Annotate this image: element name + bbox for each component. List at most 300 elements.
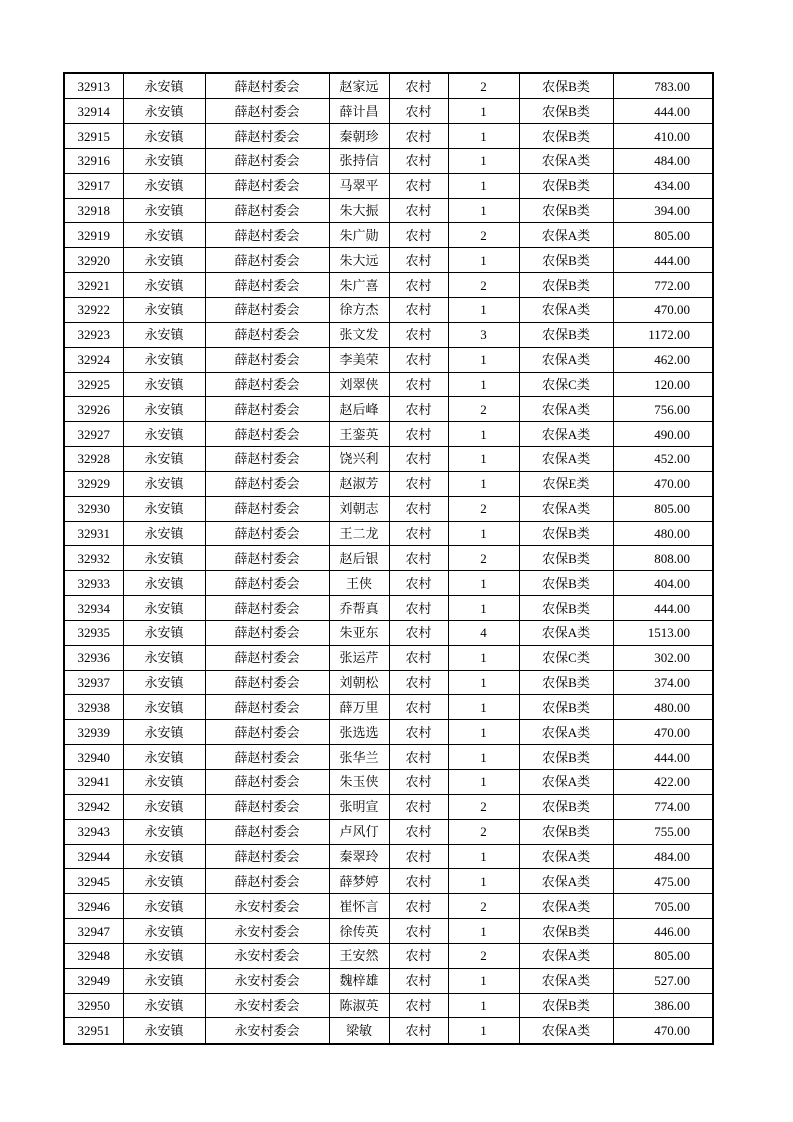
cell-village-committee: 薛赵村委会: [205, 546, 329, 571]
cell-person-name: 朱大远: [329, 248, 389, 273]
cell-town: 永安镇: [123, 322, 205, 347]
cell-town: 永安镇: [123, 223, 205, 248]
cell-town: 永安镇: [123, 844, 205, 869]
cell-person-name: 朱广勋: [329, 223, 389, 248]
cell-town: 永安镇: [123, 869, 205, 894]
cell-town: 永安镇: [123, 670, 205, 695]
cell-person-name: 朱大振: [329, 198, 389, 223]
cell-household-type: 农村: [389, 173, 448, 198]
cell-person-count: 1: [448, 695, 519, 720]
cell-insurance-category: 农保A类: [519, 422, 613, 447]
cell-insurance-category: 农保B类: [519, 993, 613, 1018]
cell-insurance-category: 农保B类: [519, 919, 613, 944]
cell-town: 永安镇: [123, 347, 205, 372]
cell-insurance-category: 农保A类: [519, 844, 613, 869]
cell-town: 永安镇: [123, 993, 205, 1018]
cell-person-name: 陈淑英: [329, 993, 389, 1018]
cell-town: 永安镇: [123, 919, 205, 944]
cell-person-name: 秦朝珍: [329, 124, 389, 149]
cell-record-id: 32913: [64, 73, 123, 99]
cell-amount: 772.00: [613, 273, 713, 298]
cell-amount: 527.00: [613, 968, 713, 993]
cell-household-type: 农村: [389, 397, 448, 422]
cell-town: 永安镇: [123, 496, 205, 521]
cell-amount: 444.00: [613, 248, 713, 273]
cell-town: 永安镇: [123, 99, 205, 124]
cell-town: 永安镇: [123, 968, 205, 993]
cell-person-name: 张明宣: [329, 794, 389, 819]
cell-person-name: 乔帮真: [329, 596, 389, 621]
cell-household-type: 农村: [389, 596, 448, 621]
cell-insurance-category: 农保B类: [519, 670, 613, 695]
cell-person-count: 1: [448, 770, 519, 795]
cell-amount: 1172.00: [613, 322, 713, 347]
cell-record-id: 32916: [64, 148, 123, 173]
cell-village-committee: 薛赵村委会: [205, 322, 329, 347]
cell-amount: 1513.00: [613, 620, 713, 645]
cell-person-count: 1: [448, 670, 519, 695]
cell-amount: 462.00: [613, 347, 713, 372]
insurance-roster-table: [63, 72, 714, 1045]
cell-insurance-category: 农保B类: [519, 819, 613, 844]
cell-village-committee: 薛赵村委会: [205, 720, 329, 745]
cell-amount: 470.00: [613, 720, 713, 745]
table-row: [64, 869, 713, 894]
cell-village-committee: 薛赵村委会: [205, 869, 329, 894]
cell-household-type: 农村: [389, 73, 448, 99]
cell-household-type: 农村: [389, 447, 448, 472]
cell-village-committee: 薛赵村委会: [205, 422, 329, 447]
cell-record-id: 32917: [64, 173, 123, 198]
cell-household-type: 农村: [389, 372, 448, 397]
cell-record-id: 32936: [64, 645, 123, 670]
cell-person-name: 徐方杰: [329, 297, 389, 322]
cell-person-name: 王二龙: [329, 521, 389, 546]
cell-town: 永安镇: [123, 620, 205, 645]
cell-amount: 805.00: [613, 223, 713, 248]
cell-village-committee: 薛赵村委会: [205, 173, 329, 198]
cell-town: 永安镇: [123, 73, 205, 99]
cell-person-name: 梁敏: [329, 1018, 389, 1044]
cell-person-name: 卢风仃: [329, 819, 389, 844]
cell-village-committee: 薛赵村委会: [205, 471, 329, 496]
cell-town: 永安镇: [123, 770, 205, 795]
cell-village-committee: 薛赵村委会: [205, 223, 329, 248]
cell-insurance-category: 农保B类: [519, 322, 613, 347]
cell-village-committee: 薛赵村委会: [205, 596, 329, 621]
cell-person-count: 1: [448, 347, 519, 372]
cell-person-count: 1: [448, 645, 519, 670]
table-row: [64, 422, 713, 447]
cell-village-committee: 薛赵村委会: [205, 73, 329, 99]
table-row: [64, 173, 713, 198]
cell-amount: 444.00: [613, 745, 713, 770]
cell-household-type: 农村: [389, 571, 448, 596]
cell-insurance-category: 农保B类: [519, 745, 613, 770]
cell-person-name: 朱广喜: [329, 273, 389, 298]
cell-person-name: 赵后银: [329, 546, 389, 571]
cell-insurance-category: 农保B类: [519, 73, 613, 99]
cell-town: 永安镇: [123, 720, 205, 745]
cell-town: 永安镇: [123, 943, 205, 968]
cell-person-name: 朱亚东: [329, 620, 389, 645]
cell-person-count: 1: [448, 844, 519, 869]
cell-person-name: 徐传英: [329, 919, 389, 944]
cell-household-type: 农村: [389, 273, 448, 298]
table-row: [64, 620, 713, 645]
cell-insurance-category: 农保A类: [519, 620, 613, 645]
cell-town: 永安镇: [123, 447, 205, 472]
table-row: [64, 198, 713, 223]
cell-person-count: 1: [448, 521, 519, 546]
cell-insurance-category: 农保A类: [519, 894, 613, 919]
cell-person-count: 1: [448, 173, 519, 198]
cell-town: 永安镇: [123, 397, 205, 422]
cell-town: 永安镇: [123, 148, 205, 173]
cell-town: 永安镇: [123, 248, 205, 273]
cell-insurance-category: 农保A类: [519, 943, 613, 968]
cell-person-count: 1: [448, 968, 519, 993]
cell-household-type: 农村: [389, 720, 448, 745]
cell-insurance-category: 农保B类: [519, 173, 613, 198]
cell-town: 永安镇: [123, 173, 205, 198]
cell-person-count: 1: [448, 745, 519, 770]
cell-amount: 394.00: [613, 198, 713, 223]
cell-insurance-category: 农保A类: [519, 869, 613, 894]
cell-person-count: 1: [448, 869, 519, 894]
cell-village-committee: 薛赵村委会: [205, 496, 329, 521]
cell-village-committee: 薛赵村委会: [205, 397, 329, 422]
cell-record-id: 32924: [64, 347, 123, 372]
table-row: [64, 148, 713, 173]
cell-village-committee: 薛赵村委会: [205, 447, 329, 472]
cell-household-type: 农村: [389, 347, 448, 372]
cell-person-count: 1: [448, 198, 519, 223]
cell-person-name: 刘朝志: [329, 496, 389, 521]
table-row: [64, 1018, 713, 1044]
table-row: [64, 297, 713, 322]
cell-insurance-category: 农保E类: [519, 471, 613, 496]
cell-village-committee: 薛赵村委会: [205, 794, 329, 819]
cell-person-count: 2: [448, 223, 519, 248]
cell-record-id: 32919: [64, 223, 123, 248]
cell-town: 永安镇: [123, 198, 205, 223]
cell-amount: 756.00: [613, 397, 713, 422]
cell-amount: 302.00: [613, 645, 713, 670]
cell-record-id: 32931: [64, 521, 123, 546]
cell-village-committee: 薛赵村委会: [205, 670, 329, 695]
table-row: [64, 73, 713, 99]
table-row: [64, 273, 713, 298]
cell-insurance-category: 农保B类: [519, 571, 613, 596]
cell-town: 永安镇: [123, 297, 205, 322]
cell-amount: 480.00: [613, 521, 713, 546]
cell-insurance-category: 农保A类: [519, 223, 613, 248]
cell-village-committee: 永安村委会: [205, 993, 329, 1018]
cell-household-type: 农村: [389, 223, 448, 248]
cell-person-count: 1: [448, 471, 519, 496]
cell-person-count: 1: [448, 148, 519, 173]
table-row: [64, 720, 713, 745]
table-row: [64, 770, 713, 795]
cell-person-name: 刘朝松: [329, 670, 389, 695]
cell-record-id: 32930: [64, 496, 123, 521]
cell-record-id: 32933: [64, 571, 123, 596]
cell-amount: 490.00: [613, 422, 713, 447]
table-row: [64, 496, 713, 521]
cell-household-type: 农村: [389, 919, 448, 944]
cell-village-committee: 永安村委会: [205, 1018, 329, 1044]
cell-household-type: 农村: [389, 471, 448, 496]
table-row: [64, 521, 713, 546]
table-row: [64, 819, 713, 844]
table-row: [64, 943, 713, 968]
cell-person-name: 赵家远: [329, 73, 389, 99]
cell-record-id: 32949: [64, 968, 123, 993]
cell-household-type: 农村: [389, 819, 448, 844]
cell-village-committee: 薛赵村委会: [205, 124, 329, 149]
cell-village-committee: 薛赵村委会: [205, 148, 329, 173]
cell-village-committee: 薛赵村委会: [205, 620, 329, 645]
table-row: [64, 546, 713, 571]
cell-record-id: 32920: [64, 248, 123, 273]
cell-person-count: 1: [448, 422, 519, 447]
cell-person-name: 王侠: [329, 571, 389, 596]
cell-person-name: 赵淑芳: [329, 471, 389, 496]
cell-person-count: 1: [448, 720, 519, 745]
cell-record-id: 32918: [64, 198, 123, 223]
cell-village-committee: 薛赵村委会: [205, 198, 329, 223]
cell-person-name: 崔怀言: [329, 894, 389, 919]
cell-household-type: 农村: [389, 546, 448, 571]
cell-household-type: 农村: [389, 770, 448, 795]
cell-insurance-category: 农保B类: [519, 546, 613, 571]
cell-village-committee: 薛赵村委会: [205, 745, 329, 770]
cell-record-id: 32944: [64, 844, 123, 869]
cell-person-count: 2: [448, 943, 519, 968]
roster-body: [64, 73, 713, 1044]
cell-insurance-category: 农保A类: [519, 397, 613, 422]
table-row: [64, 919, 713, 944]
cell-person-name: 王安然: [329, 943, 389, 968]
cell-record-id: 32939: [64, 720, 123, 745]
cell-household-type: 农村: [389, 745, 448, 770]
cell-amount: 470.00: [613, 297, 713, 322]
cell-amount: 410.00: [613, 124, 713, 149]
cell-town: 永安镇: [123, 794, 205, 819]
cell-record-id: 32927: [64, 422, 123, 447]
cell-amount: 434.00: [613, 173, 713, 198]
cell-household-type: 农村: [389, 844, 448, 869]
cell-household-type: 农村: [389, 322, 448, 347]
cell-insurance-category: 农保A类: [519, 720, 613, 745]
table-row: [64, 794, 713, 819]
cell-insurance-category: 农保A类: [519, 1018, 613, 1044]
cell-insurance-category: 农保B类: [519, 248, 613, 273]
cell-town: 永安镇: [123, 819, 205, 844]
cell-record-id: 32922: [64, 297, 123, 322]
cell-village-committee: 永安村委会: [205, 968, 329, 993]
cell-town: 永安镇: [123, 372, 205, 397]
cell-person-count: 1: [448, 297, 519, 322]
cell-village-committee: 薛赵村委会: [205, 571, 329, 596]
cell-person-count: 2: [448, 273, 519, 298]
cell-record-id: 32935: [64, 620, 123, 645]
cell-household-type: 农村: [389, 148, 448, 173]
table-row: [64, 745, 713, 770]
cell-amount: 805.00: [613, 943, 713, 968]
cell-insurance-category: 农保A类: [519, 496, 613, 521]
cell-person-name: 张运芹: [329, 645, 389, 670]
cell-record-id: 32914: [64, 99, 123, 124]
cell-amount: 386.00: [613, 993, 713, 1018]
cell-household-type: 农村: [389, 99, 448, 124]
cell-household-type: 农村: [389, 670, 448, 695]
cell-household-type: 农村: [389, 496, 448, 521]
cell-person-name: 李美荣: [329, 347, 389, 372]
cell-record-id: 32948: [64, 943, 123, 968]
cell-amount: 446.00: [613, 919, 713, 944]
cell-record-id: 32947: [64, 919, 123, 944]
cell-amount: 444.00: [613, 99, 713, 124]
cell-insurance-category: 农保A类: [519, 770, 613, 795]
cell-insurance-category: 农保B类: [519, 273, 613, 298]
cell-person-count: 1: [448, 124, 519, 149]
table-row: [64, 645, 713, 670]
cell-person-count: 1: [448, 248, 519, 273]
cell-insurance-category: 农保A类: [519, 447, 613, 472]
cell-town: 永安镇: [123, 894, 205, 919]
cell-village-committee: 薛赵村委会: [205, 844, 329, 869]
cell-village-committee: 薛赵村委会: [205, 770, 329, 795]
cell-record-id: 32946: [64, 894, 123, 919]
cell-town: 永安镇: [123, 1018, 205, 1044]
cell-insurance-category: 农保B类: [519, 99, 613, 124]
cell-amount: 484.00: [613, 148, 713, 173]
cell-village-committee: 薛赵村委会: [205, 248, 329, 273]
cell-household-type: 农村: [389, 1018, 448, 1044]
cell-person-name: 张持信: [329, 148, 389, 173]
cell-household-type: 农村: [389, 198, 448, 223]
cell-household-type: 农村: [389, 521, 448, 546]
cell-person-count: 1: [448, 571, 519, 596]
cell-insurance-category: 农保A类: [519, 347, 613, 372]
cell-village-committee: 永安村委会: [205, 919, 329, 944]
cell-record-id: 32940: [64, 745, 123, 770]
cell-person-count: 2: [448, 397, 519, 422]
cell-insurance-category: 农保C类: [519, 372, 613, 397]
cell-amount: 783.00: [613, 73, 713, 99]
cell-town: 永安镇: [123, 695, 205, 720]
cell-insurance-category: 农保B类: [519, 521, 613, 546]
table-row: [64, 471, 713, 496]
cell-amount: 484.00: [613, 844, 713, 869]
cell-record-id: 32942: [64, 794, 123, 819]
cell-household-type: 农村: [389, 297, 448, 322]
cell-amount: 444.00: [613, 596, 713, 621]
cell-household-type: 农村: [389, 645, 448, 670]
cell-town: 永安镇: [123, 422, 205, 447]
cell-town: 永安镇: [123, 546, 205, 571]
cell-village-committee: 薛赵村委会: [205, 297, 329, 322]
cell-amount: 805.00: [613, 496, 713, 521]
cell-town: 永安镇: [123, 571, 205, 596]
table-row: [64, 124, 713, 149]
cell-record-id: 32945: [64, 869, 123, 894]
cell-village-committee: 薛赵村委会: [205, 521, 329, 546]
cell-record-id: 32921: [64, 273, 123, 298]
table-row: [64, 968, 713, 993]
table-row: [64, 322, 713, 347]
cell-village-committee: 薛赵村委会: [205, 347, 329, 372]
cell-person-name: 张文发: [329, 322, 389, 347]
cell-record-id: 32938: [64, 695, 123, 720]
cell-person-count: 1: [448, 993, 519, 1018]
cell-amount: 475.00: [613, 869, 713, 894]
cell-person-name: 刘翠侠: [329, 372, 389, 397]
cell-person-name: 马翠平: [329, 173, 389, 198]
cell-person-count: 1: [448, 596, 519, 621]
table-row: [64, 571, 713, 596]
table-row: [64, 347, 713, 372]
cell-insurance-category: 农保A类: [519, 148, 613, 173]
cell-household-type: 农村: [389, 894, 448, 919]
cell-insurance-category: 农保C类: [519, 645, 613, 670]
cell-person-name: 朱玉侠: [329, 770, 389, 795]
cell-town: 永安镇: [123, 273, 205, 298]
cell-household-type: 农村: [389, 968, 448, 993]
cell-person-count: 1: [448, 1018, 519, 1044]
cell-person-name: 张华兰: [329, 745, 389, 770]
cell-person-count: 2: [448, 496, 519, 521]
cell-town: 永安镇: [123, 645, 205, 670]
cell-village-committee: 薛赵村委会: [205, 819, 329, 844]
cell-person-count: 3: [448, 322, 519, 347]
cell-person-name: 王銮英: [329, 422, 389, 447]
cell-amount: 120.00: [613, 372, 713, 397]
cell-record-id: 32951: [64, 1018, 123, 1044]
cell-person-name: 赵后峰: [329, 397, 389, 422]
cell-household-type: 农村: [389, 422, 448, 447]
table-row: [64, 894, 713, 919]
cell-record-id: 32941: [64, 770, 123, 795]
cell-record-id: 32950: [64, 993, 123, 1018]
cell-town: 永安镇: [123, 124, 205, 149]
cell-town: 永安镇: [123, 521, 205, 546]
cell-amount: 452.00: [613, 447, 713, 472]
table-row: [64, 397, 713, 422]
cell-person-count: 1: [448, 919, 519, 944]
cell-person-name: 魏梓雄: [329, 968, 389, 993]
cell-amount: 470.00: [613, 1018, 713, 1044]
cell-household-type: 农村: [389, 943, 448, 968]
table-row: [64, 99, 713, 124]
table-row: [64, 223, 713, 248]
cell-person-count: 2: [448, 546, 519, 571]
cell-insurance-category: 农保A类: [519, 297, 613, 322]
cell-person-name: 秦翠玲: [329, 844, 389, 869]
table-row: [64, 596, 713, 621]
cell-record-id: 32926: [64, 397, 123, 422]
cell-insurance-category: 农保B类: [519, 596, 613, 621]
table-row: [64, 844, 713, 869]
cell-record-id: 32943: [64, 819, 123, 844]
cell-record-id: 32928: [64, 447, 123, 472]
cell-village-committee: 永安村委会: [205, 894, 329, 919]
cell-person-count: 4: [448, 620, 519, 645]
table-row: [64, 447, 713, 472]
cell-amount: 705.00: [613, 894, 713, 919]
